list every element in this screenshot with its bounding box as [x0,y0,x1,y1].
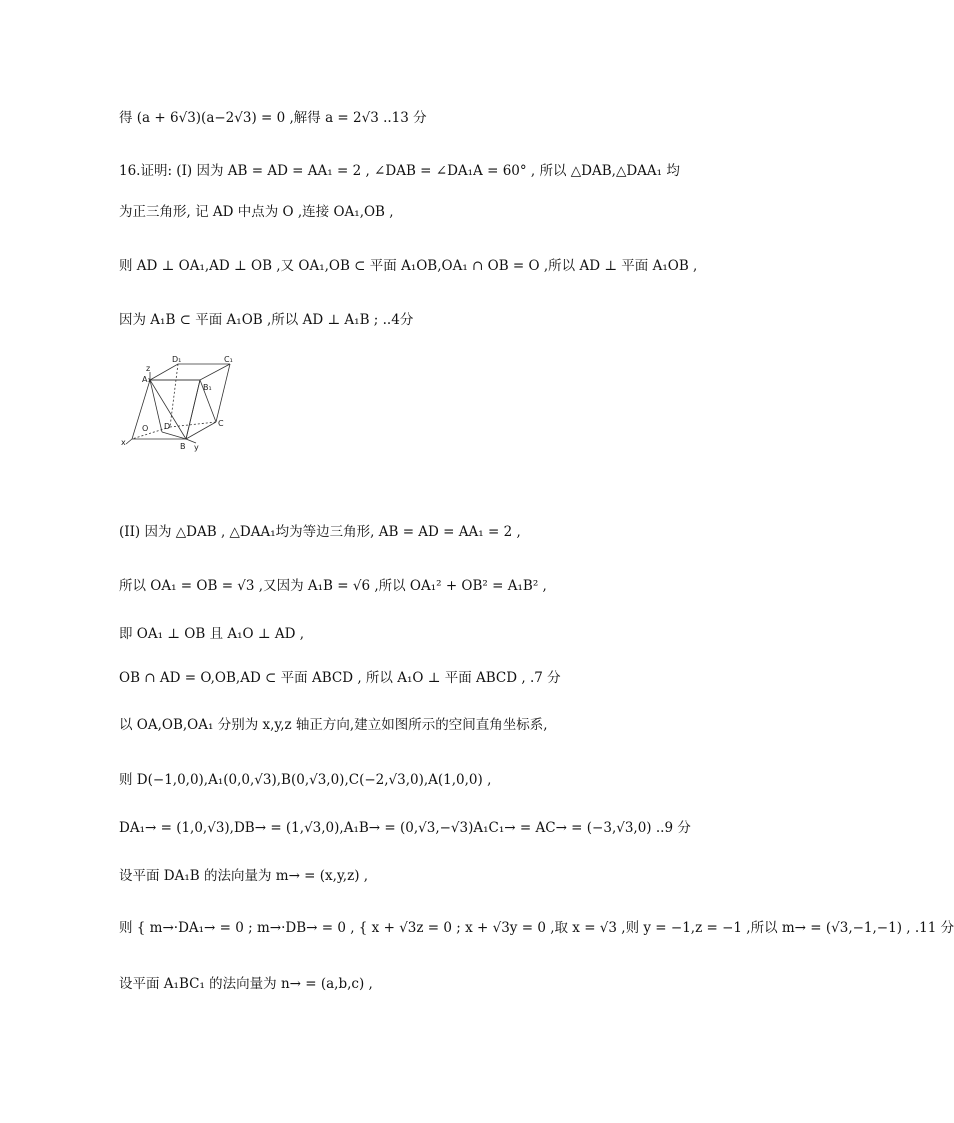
line-10: 以 OA,OB,OA₁ 分别为 x,y,z 轴正方向,建立如图所示的空间直角坐标系, [119,717,548,733]
line-9: OB ∩ AD = O,OB,AD ⊂ 平面 ABCD , 所以 A₁O ⊥ 平面 ABCD , .7 分 [119,670,561,686]
label-A1: A₁ [142,375,151,384]
label-x: x [121,438,126,447]
line-14: 则 { m→·DA₁→ = 0 ; m→·DB→ = 0 , { x + √3z = 0 ; x + √3y = 0 ,取 x = √3 ,则 y = −1,z = −1 ,所以 m→ = (√3,−1,−1) , .11 分 [119,920,954,936]
line-2: 16.证明: (I) 因为 AB = AD = AA₁ = 2 , ∠DAB = ∠DA₁A = 60° , 所以 △DAB,△DAA₁ 均 [119,163,680,179]
line-4: 则 AD ⊥ OA₁,AD ⊥ OB ,又 OA₁,OB ⊂ 平面 A₁OB,OA₁ ∩ OB = O ,所以 AD ⊥ 平面 A₁OB , [119,258,698,274]
prism-diagram [120,352,240,454]
line-5: 因为 A₁B ⊂ 平面 A₁OB ,所以 AD ⊥ A₁B ; ..4分 [119,312,414,328]
label-C1: C₁ [224,355,233,364]
label-B1: B₁ [203,383,212,392]
label-y: y [194,443,199,452]
label-D: D [164,422,171,431]
label-C: C [218,419,224,428]
geometry-figure [120,352,240,454]
line-6: (II) 因为 △DAB , △DAA₁均为等边三角形, AB = AD = AA₁ = 2 , [119,524,521,540]
line-8: 即 OA₁ ⊥ OB 且 A₁O ⊥ AD , [119,626,305,642]
label-B: B [180,442,186,451]
label-O: O [142,424,149,433]
label-z: z [146,364,151,373]
line-13: 设平面 DA₁B 的法向量为 m→ = (x,y,z) , [119,868,369,884]
line-7: 所以 OA₁ = OB = √3 ,又因为 A₁B = √6 ,所以 OA₁² + OB² = A₁B² , [119,578,547,594]
label-D1: D₁ [172,355,182,364]
line-3: 为正三角形, 记 AD 中点为 O ,连接 OA₁,OB , [119,204,394,220]
line-11: 则 D(−1,0,0),A₁(0,0,√3),B(0,√3,0),C(−2,√3,0),A(1,0,0) , [119,772,492,788]
line-15: 设平面 A₁BC₁ 的法向量为 n→ = (a,b,c) , [119,976,373,992]
line-1: 得 (a + 6√3)(a−2√3) = 0 ,解得 a = 2√3 ..13 分 [119,110,427,126]
line-12: DA₁→ = (1,0,√3),DB→ = (1,√3,0),A₁B→ = (0,√3,−√3)A₁C₁→ = AC→ = (−3,√3,0) ..9 分 [119,820,691,836]
